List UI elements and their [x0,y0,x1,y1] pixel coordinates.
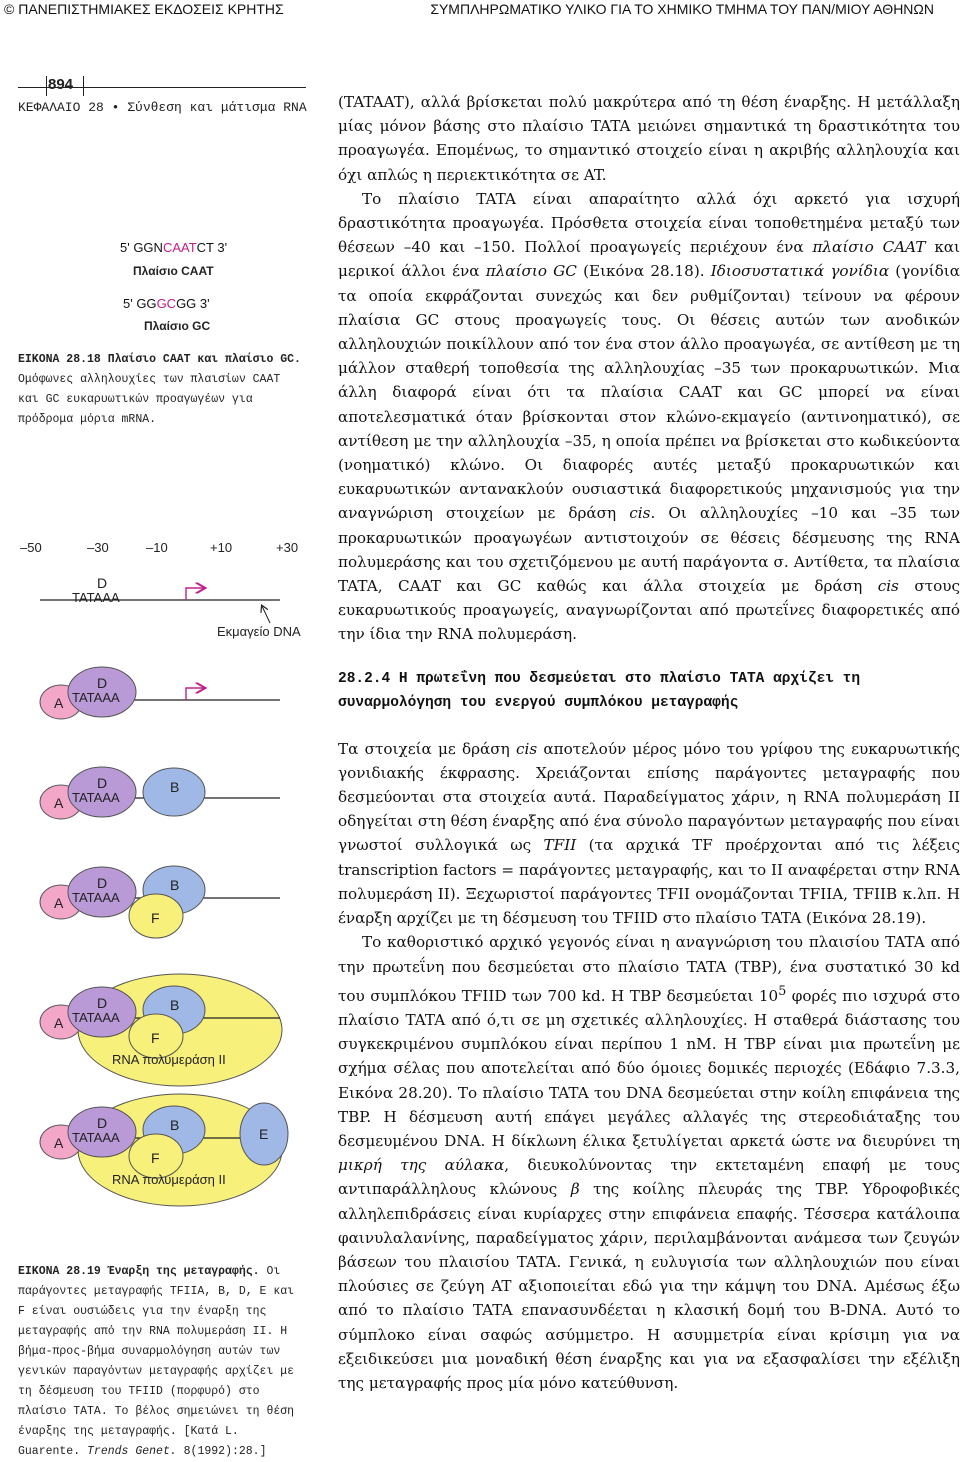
caat-box-label: Πλαίσιο CAAT [133,264,214,278]
caat-seq-suffix: CT 3' [196,240,228,255]
p4-part-b: φορές πιο ισχυρά στο πλαίσιο TATA από ό,τι σε μη σχετικές αλληλουχίες. Η σταθερά διάστασης του συγκεκριμένου συμπλόκου είναι περίπου 1 nM. Η TBP είναι μια πρωτεΐνη με σχήμα σέλας που αποτελείται από δύο όμοιες δομικές περιοχές (Εδάφιο 7.3.3, Εικόνα 28.20). Το πλαίσιο TATA του DNA δεσμεύεται στην κοίλη επιφάνεια της TBP. Η δέσμευση αυτή επάγει μεγάλες αλλαγές της στερεοδιάταξης του δεσμευμένου DNA. Η δίκλωνη έλικα ξετυλίγεται αρκετά ώστε να διευρύνει τη [338,986,960,1150]
p2-part-i: . Οι αλληλουχίες –10 και –35 των προκαρυωτικών προαγωγέων αντιστοιχούν σε θέσεις δέσμευσης της RNA πολυμεράσης και του σχετιζόμενου με αυτή παράγοντα σ. Αντίθετα, τα πλαίσια TATA, CAAT και GC καθώς και άλλα στοιχεία με δράση [338,504,960,596]
row3-a-label: A [54,795,64,811]
p2-caat-term: πλαίσιο CAAT [812,238,926,257]
p2-part-c: και μερικοί άλλοι ένα [338,238,960,281]
row2-tata: TATAAA [72,690,120,705]
row6-f-label: F [151,1150,160,1166]
publisher-header: © ΠΑΝΕΠΙΣΤΗΜΙΑΚΕΣ ΕΚΔΟΣΕΙΣ ΚΡΗΤΗΣ [4,1,284,17]
row1-tata: TATAAA [72,590,120,605]
figure-28-18-caption-label: ΕΙΚΟΝΑ 28.18 Πλαίσιο CAAT και πλαίσιο GC. [18,353,301,366]
page-number: 894 [48,76,74,93]
row4-tata: TATAAA [72,890,120,905]
paragraph-4 [338,930,960,1395]
page-number-rule-left [46,76,47,96]
caat-seq-prefix: 5' GGN [120,240,163,255]
axis-label-minus30: –30 [87,540,109,555]
p2-cis-2: cis [877,577,899,596]
paragraph-3 [338,737,960,931]
row5-pol-label: RNA πολυμεράση II [112,1052,226,1067]
paragraph-2 [338,187,960,647]
row5-tata: TATAAA [72,1010,120,1025]
axis-label-plus10: +10 [210,540,233,555]
p4-minor-groove: μικρή της αύλακα [338,1156,505,1175]
p3-part-c: αποτελούν μέρος μόνο του γρίφου της ευκαρυωτικής γονιδιακής έκφρασης. Χρειάζονται επίσης παράγοντες μεταγραφής που δεσμεύονται στα στοιχεία αυτά. Παραδείγματος χάριν, η RNA πολυμεράση II οδηγείται στη θέση έναρξης από ένα σύνολο παραγόντων μεταγραφής που είναι γνωστοί συλλογικά ως [338,739,960,855]
axis-label-minus50: –50 [20,540,42,555]
row4-d-label: D [97,875,108,891]
p4-part-d: , διευκολύνοντας την εκτεταμένη επαφή με τους αντιπαράλληλους κλώνους [338,1156,960,1199]
chapter-title: ΚΕΦΑΛΑΙΟ 28 • Σύνθεση και μάτισμα RNA [18,100,307,115]
paragraph-1: (TATAAT), αλλά βρίσκεται πολύ μακρύτερα από τη θέση έναρξης. Η μετάλλαξη μίας μόνον βάσης στο πλαίσιο TATA μειώνει σημαντικά τη δραστικότητα του προαγωγέα. Επομένως, το σημαντικό στοιχείο είναι η ακριβής αλληλουχία και όχι απλώς η περιεκτικότητα σε AT. [338,93,960,184]
row3-d-label: D [97,775,108,791]
diagram-svg [0,530,320,1245]
axis-label-plus30: +30 [276,540,299,555]
figure-28-19-caption-label: ΕΙΚΟΝΑ 28.19 Έναρξη της μεταγραφής. [18,1265,260,1278]
p3-part-e: (τα αρχικά TF προέρχονται από τις λέξεις transcription factors = παράγοντες μεταγραφής, και το II αναφέρεται στην RNA πολυμεράση II). Ξεχωριστοί παράγοντες TFII ονομάζονται TFIIA, TFIIB κ.λπ. Η έναρξη αρχίζει με τη δέσμευση του TFIID στο πλαίσιο TATA (Εικόνα 28.19). [338,836,960,928]
row6-e-label: E [259,1126,269,1142]
p3-part-a: Τα στοιχεία με δράση [338,739,510,758]
gc-seq-prefix: 5' GG [123,296,157,311]
row5-f-label: F [151,1030,160,1046]
page-number-rule-right [83,76,84,96]
row5-b-label: B [170,997,180,1013]
start-arrow-row2 [186,688,204,700]
section-heading: 28.2.4 Η πρωτεΐνη που δεσμεύεται στο πλαίσιο TATA αρχίζει τη συναρμολόγηση του ενεργού συμπλόκου μεταγραφής [338,670,861,711]
gc-box-label: Πλαίσιο GC [144,319,211,333]
figure-28-19-caption [18,1262,306,1462]
p2-part-a: Το πλαίσιο TATA είναι απαραίτητο αλλά όχι αρκετό για ισχυρή δραστικότητα προαγωγέα. Πρόσθετα στοιχεία είναι τοποθετημένα μεταξύ των θέσεων –40 και –150. Πολλοί προαγωγείς περιέχουν ένα [338,189,960,257]
row5-d-label: D [97,995,108,1011]
caat-motif: CAAT [162,240,197,255]
figure-28-18-caption-text: Ομόφωνες αλληλουχίες των πλαισίων CAAT και GC ευκαρυωτικών προαγωγέων για πρόδρομα μόρια mRNA. [18,373,281,426]
row4-a-label: A [54,895,64,911]
p2-gc-term: πλαίσιο GC [485,262,577,281]
row2-a-label: A [54,695,64,711]
figure-28-19-caption-text: Οι παράγοντες μεταγραφής TFIIA, B, D, E και F είναι ουσιώδεις για την έναρξη της μεταγραφής από την RNA πολυμεράση II. Η βήμα-προς-βήμα συναρμολόγηση αυτών των γενικών παραγόντων μεταγραφής αρχίζει με τη δέσμευση του TFIID (πορφυρό) στο πλαίσιο TATA. Το βέλος σημειώνει τη θέση έναρξης της μεταγραφής. [Κατά L. Guarente. [18,1265,295,1458]
row6-tata: TATAAA [72,1130,120,1145]
axis-label-minus10: –10 [146,540,168,555]
top-banner [0,0,960,18]
row4-b-label: B [170,877,180,893]
p4-part-f: της κοίλης πλευράς της TBP. Υδροφοβικές αλληλεπιδράσεις είναι κυρίαρχες στην επιφάνεια επαφής. Τέσσερα κατάλοιπα φαινυλαλανίνης, παραδείγματος χάριν, περιλαμβάνονται ανάμεσα των ζευγών βάσεων του πλαισίου TATA. Γενικά, η ευλυγισία των αλληλουχιών που είναι πλούσιες σε ζεύγη AT αξιοποιείται εδώ για την κάμψη του DNA. Αμέσως έξω από το πλαίσιο TATA επανασυνδέεται η κλασική δομή του B-DNA. Αυτό το σύμπλοκο είναι σαφώς ασύμμετρο. Η ασυμμετρία είναι κρίσιμη για να εξειδικεύσει μια μοναδική θέση έναρξης και για να εξασφαλίσει την εξέλιξη της μεταγραφής προς μία μόνο κατεύθυνση. [338,1180,960,1393]
figure-28-19-caption-ref: 8(1992):28.] [183,1445,267,1458]
figure-28-18-caption [18,350,306,430]
gc-motif: GC [156,296,177,311]
p2-housekeeping-term: Ιδιοσυστατικά γονίδια [710,262,890,281]
row6-pol-label: RNA πολυμεράση II [112,1172,226,1187]
row3-tata: TATAAA [72,790,120,805]
p2-cis-1: cis [629,504,651,523]
p3-cis: cis [516,739,538,758]
gc-sequence [123,296,210,311]
figure-28-19-caption-journal: Trends Genet. [87,1445,177,1458]
p2-part-e: (Εικόνα 28.18). [583,262,705,281]
row6-d-label: D [97,1115,108,1131]
gc-seq-suffix: GG 3' [176,296,210,311]
template-dna-label: Εκμαγείο DNA [217,624,301,639]
row1-d-label: D [97,575,108,591]
start-arrow-row1 [186,588,204,600]
p4-exponent: 5 [778,982,787,998]
p4-beta: β [570,1180,580,1199]
dna-pointer [262,606,270,623]
row2-d-label: D [97,675,108,691]
body-text-column [338,90,960,1395]
row3-b-label: B [170,779,180,795]
row4-f-label: F [151,910,160,926]
transcription-initiation-diagram [0,530,320,1245]
row6-b-label: B [170,1117,180,1133]
row6-a-label: A [54,1135,64,1151]
p4-part-a: Το καθοριστικό αρχικό γεγονός είναι η αναγνώριση του πλαισίου TATA από την πρωτεΐνη που δεσμεύεται στο πλαίσιο TATA (TBP), ένα συστατικό 30 kd του συμπλόκου TFIID των 700 kd. Η TBP δεσμεύεται 10 [338,933,960,1005]
p2-part-g: (γονίδια τα οποία εκφράζονται συνεχώς και δεν ρυθμίζονται) τείνουν να φέρουν πλαίσια GC στους προαγωγείς τους. Οι θέσεις αυτών των ανοδικών αλληλουχιών ποικίλλουν από τον ένα στον άλλο προαγωγέα, σε αντίθεση με τη μάλλον σταθερή τοποθεσία της αλληλουχίας –35 των προκαρυωτικών. Μια άλλη διαφορά είναι ότι τα πλαίσια CAAT και GC μπορεί να είναι αποτελεσματικά όταν βρίσκονται στον κλώνο-εκμαγείο (αντινοηματικό), σε αντίθεση με την αλληλουχία –35, η οποία πρέπει να βρίσκεται στο κωδικεύοντα (νοηματικό) κλώνο. Οι διαφορές αυτές μεταξύ προκαρυωτικών και ευκαρυωτικών αντανακλούν ουσιαστικά διαφορετικούς μηχανισμούς για την αναγνώριση στοιχείων με δράση [338,262,960,523]
row5-a-label: A [54,1015,64,1031]
p3-tfii-term: TFII [543,836,577,855]
p2-part-k: στους ευκαρυωτικούς προαγωγείς, αναγνωρίζονται από πρωτεΐνες διαφορετικές από την ίδια την RNA πολυμεράση. [338,577,960,644]
caat-sequence [120,240,227,255]
course-header: ΣΥΜΠΛΗΡΩΜΑΤΙΚΟ ΥΛΙΚΟ ΓΙΑ ΤΟ ΧΗΜΙΚΟ ΤΜΗΜΑ ΤΟΥ ΠΑΝ/ΜΙΟΥ ΑΘΗΝΩΝ [430,1,934,17]
